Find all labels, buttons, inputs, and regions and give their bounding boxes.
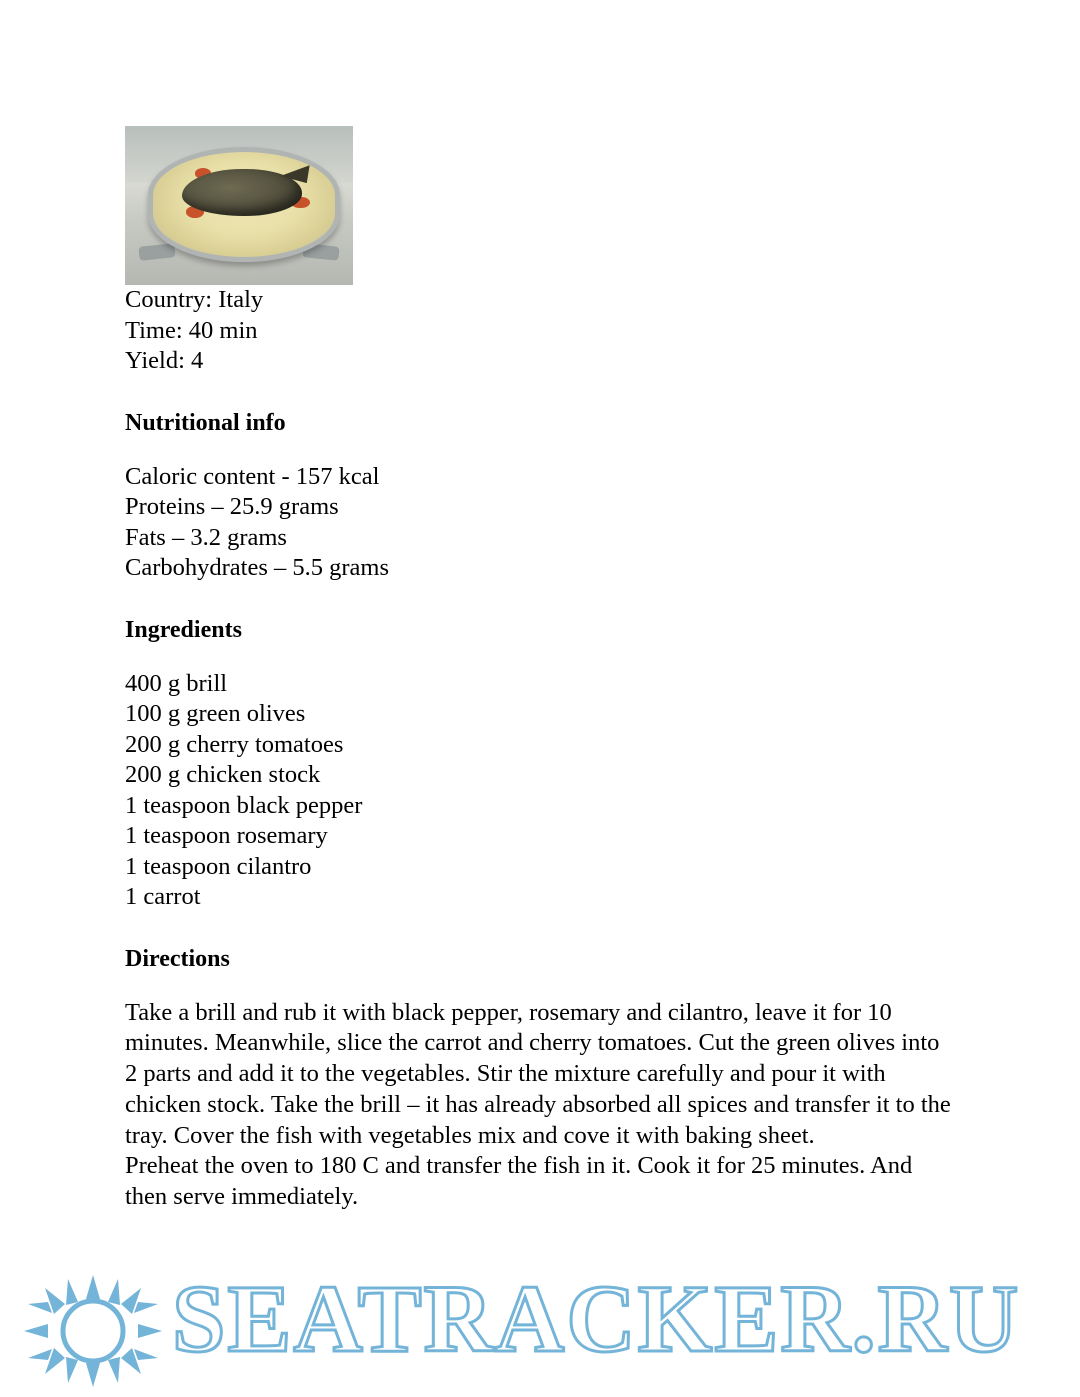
nutrition-heading: Nutritional info — [125, 409, 286, 436]
ingredient-item: 200 g chicken stock — [125, 761, 321, 788]
recipe-photo — [125, 126, 353, 285]
watermark-text: SEATRACKER.RU — [172, 1265, 1021, 1372]
nutrition-line: Fats – 3.2 grams — [125, 523, 287, 551]
nutrition-line: Caloric content - 157 kcal — [125, 462, 380, 490]
ingredient-item: 1 teaspoon black pepper — [125, 791, 363, 819]
ingredient-item: 1 carrot — [125, 883, 201, 910]
ingredient-item: 1 teaspoon rosemary — [125, 822, 328, 849]
ingredient-item: 400 g brill — [125, 669, 228, 697]
ingredient-item: 1 teaspoon cilantro — [125, 852, 312, 880]
directions-paragraph: Take a brill and rub it with black pepper, rosemary and cilantro, leave it for 10 minutes. Meanwhile, slice the carrot and cherry tomatoes. Cut the green olives into 2 parts and add it to the vegetables. Stir the mixture carefully and pour it with chicken stock. Take the brill – it has already absorbed all spices and transfer it to the tray. Cover the fish with vegetables mix and cove it with baking sheet. — [125, 998, 951, 1149]
nutrition-line: Proteins – 25.9 grams — [125, 493, 339, 520]
ingredients-heading: Ingredients — [125, 616, 242, 643]
ingredients-list — [125, 669, 975, 913]
watermark — [0, 1257, 1080, 1397]
sun-icon — [18, 1269, 168, 1393]
nutrition-list — [125, 462, 975, 584]
recipe-meta — [125, 285, 975, 377]
meta-time: Time: 40 min — [125, 316, 258, 344]
meta-yield: Yield: 4 — [125, 347, 204, 374]
ingredient-item: 100 g green olives — [125, 700, 306, 727]
nutrition-line: Carbohydrates – 5.5 grams — [125, 554, 389, 581]
directions-heading: Directions — [125, 945, 230, 972]
directions-body — [125, 998, 955, 1214]
directions-paragraph: Preheat the oven to 180 C and transfer the fish in it. Cook it for 25 minutes. And then serve immediately. — [125, 1152, 913, 1211]
pan-shape — [148, 147, 340, 262]
ingredient-item: 200 g cherry tomatoes — [125, 730, 344, 758]
recipe-content — [125, 126, 975, 1213]
meta-country: Country: Italy — [125, 286, 264, 313]
